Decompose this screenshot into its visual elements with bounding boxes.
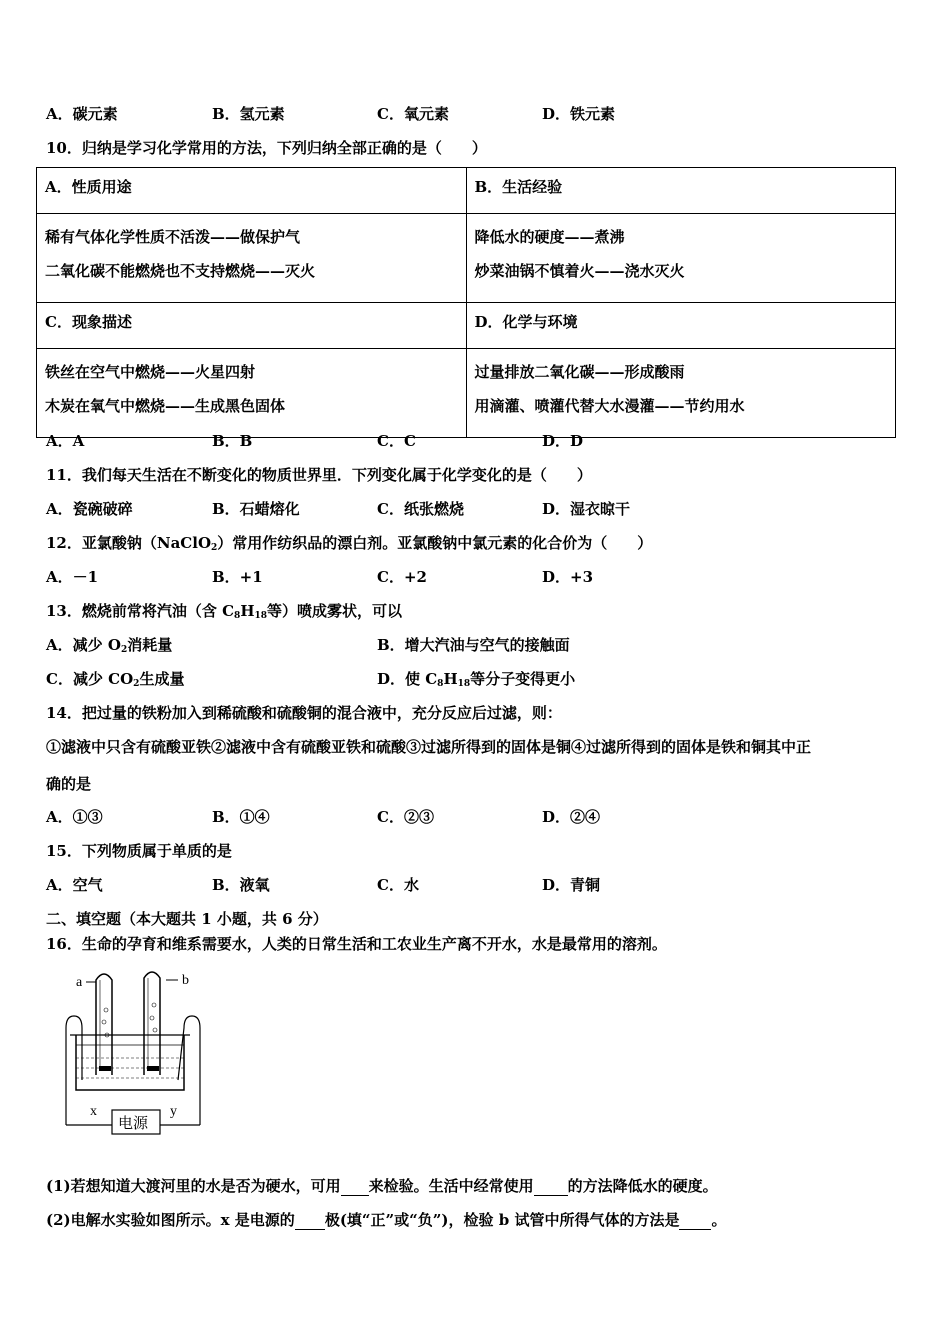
answer-blank[interactable] xyxy=(295,1211,325,1230)
answer-blank[interactable] xyxy=(534,1177,568,1196)
option-c[interactable]: C．②③ xyxy=(377,808,434,826)
q10-a-line: 二氧化碳不能燃烧也不支持燃烧——灭火 xyxy=(45,262,316,280)
q10-c-content xyxy=(37,349,467,438)
option-b[interactable]: B．+1 xyxy=(212,568,263,586)
option-b[interactable]: B．增大汽油与空气的接触面 xyxy=(377,636,570,654)
q12-stem-text: ）常用作纺织品的漂白剂。亚氯酸钠中氯元素的化合价为（ ） xyxy=(217,534,653,552)
option-a[interactable]: A．－1 xyxy=(46,568,99,586)
q16-part1 xyxy=(46,1175,718,1196)
option-d[interactable] xyxy=(377,668,575,689)
option-d[interactable]: D．②④ xyxy=(542,808,601,826)
q10-b-head: B．生活经验 xyxy=(466,168,896,214)
subscript: 2 xyxy=(120,645,128,655)
q10-c-head: C．现象描述 xyxy=(37,303,467,349)
label-a: a xyxy=(76,975,83,990)
section-heading: 二、填空题（本大题共 1 小题，共 6 分） xyxy=(46,910,328,928)
option-d[interactable]: D．+3 xyxy=(542,568,594,586)
q10-stem: 10．归纳是学习化学常用的方法，下列归纳全部正确的是（ ） xyxy=(46,139,487,157)
option-b[interactable]: B．氢元素 xyxy=(212,105,285,123)
option-text: H xyxy=(443,670,458,688)
q10-d-line: 过量排放二氧化碳——形成酸雨 xyxy=(474,363,685,381)
q13-stem-text: H xyxy=(240,602,255,620)
option-c[interactable] xyxy=(46,668,184,689)
q13-stem xyxy=(46,600,402,621)
subscript: 2 xyxy=(133,679,140,689)
electrode-right xyxy=(147,1066,159,1071)
q11-stem: 11．我们每天生活在不断变化的物质世界里．下列变化属于化学变化的是（ ） xyxy=(46,466,592,484)
q10-c-line: 木炭在氧气中燃烧——生成黑色固体 xyxy=(45,397,286,415)
subscript: 8 xyxy=(437,679,444,689)
q10-d-line: 用滴灌、喷灌代替大水漫灌——节约用水 xyxy=(474,397,745,415)
answer-blank[interactable] xyxy=(679,1211,711,1230)
option-d[interactable]: D．D xyxy=(542,432,584,450)
subscript: 2 xyxy=(211,543,218,553)
label-y: y xyxy=(170,1104,177,1119)
wire-left xyxy=(66,1016,82,1125)
option-text: 生成量 xyxy=(139,670,185,688)
q16-part1-text: 的方法降低水的硬度。 xyxy=(567,1177,718,1195)
subscript: 8 xyxy=(234,611,241,621)
option-a[interactable] xyxy=(46,634,172,655)
electrolysis-diagram xyxy=(56,960,216,1135)
q10-a-line: 稀有气体化学性质不活泼——做保护气 xyxy=(45,228,301,246)
q13-stem-text: 等）喷成雾状，可以 xyxy=(267,602,403,620)
q13-stem-text: 13．燃烧前常将汽油（含 C xyxy=(46,602,235,620)
electrode-left xyxy=(99,1066,111,1071)
q10-table xyxy=(36,167,896,438)
option-text: D．使 C xyxy=(377,670,438,688)
option-b[interactable]: B．B xyxy=(212,432,253,450)
q10-a-content xyxy=(37,214,467,303)
option-c[interactable]: C．纸张燃烧 xyxy=(377,500,464,518)
power-supply-label: 电源 xyxy=(118,1114,149,1132)
q10-b-line: 降低水的硬度——煮沸 xyxy=(474,228,625,246)
q10-d-head: D．化学与环境 xyxy=(466,303,896,349)
option-d[interactable]: D．铁元素 xyxy=(542,105,616,123)
q10-b-content xyxy=(466,214,896,303)
q16-part1-text: 来检验。生活中经常使用 xyxy=(368,1177,534,1195)
option-b[interactable]: B．液氧 xyxy=(212,876,270,894)
option-text: 等分子变得更小 xyxy=(470,670,576,688)
q10-b-line: 炒菜油锅不慎着火——浇水灭火 xyxy=(474,262,685,280)
option-text: A．减少 O xyxy=(46,636,121,654)
beaker xyxy=(76,1035,184,1090)
q16-stem: 16．生命的孕育和维系需要水，人类的日常生活和工农业生产离不开水，水是最常用的溶剂。 xyxy=(46,935,667,953)
answer-blank[interactable] xyxy=(341,1177,369,1196)
q10-d-content xyxy=(466,349,896,438)
subscript: 18 xyxy=(254,611,268,621)
q14-stem: 14．把过量的铁粉加入到稀硫酸和硫酸铜的混合液中，充分反应后过滤，则： xyxy=(46,704,562,722)
wire-right xyxy=(178,1016,200,1125)
q10-a-head: A．性质用途 xyxy=(37,168,467,214)
option-a[interactable]: A．①③ xyxy=(46,808,103,826)
q14-statements-cont: 确的是 xyxy=(46,775,92,793)
option-b[interactable]: B．石蜡熔化 xyxy=(212,500,300,518)
option-c[interactable]: C．氧元素 xyxy=(377,105,449,123)
option-d[interactable]: D．青铜 xyxy=(542,876,601,894)
q15-stem: 15．下列物质属于单质的是 xyxy=(46,842,232,860)
q16-part2-text: 极(填“正”或“负”)，检验 b 试管中所得气体的方法是 xyxy=(324,1211,680,1229)
option-a[interactable]: A．瓷碗破碎 xyxy=(46,500,133,518)
option-text: C．减少 CO xyxy=(46,670,134,688)
q16-part2-text: 。 xyxy=(711,1211,727,1229)
label-x: x xyxy=(90,1104,97,1119)
option-a[interactable]: A．空气 xyxy=(46,876,103,894)
q14-statements: ①滤液中只含有硫酸亚铁②滤液中含有硫酸亚铁和硫酸③过滤所得到的固体是铜④过滤所得到的固体是铁和铜其中正 xyxy=(46,738,812,756)
option-a[interactable]: A．碳元素 xyxy=(46,105,118,123)
option-b[interactable]: B．①④ xyxy=(212,808,270,826)
option-c[interactable]: C．水 xyxy=(377,876,419,894)
option-c[interactable]: C．+2 xyxy=(377,568,427,586)
subscript: 18 xyxy=(457,679,471,689)
option-c[interactable]: C．C xyxy=(377,432,416,450)
test-tube-a xyxy=(96,974,112,1075)
option-a[interactable]: A．A xyxy=(46,432,85,450)
test-tube-b xyxy=(144,972,160,1075)
q10-c-line: 铁丝在空气中燃烧——火星四射 xyxy=(45,363,256,381)
q12-stem xyxy=(46,532,652,553)
q12-stem-text: 12．亚氯酸钠（NaClO xyxy=(46,534,212,552)
option-d[interactable]: D．湿衣晾干 xyxy=(542,500,631,518)
q16-part2 xyxy=(46,1209,726,1230)
q16-part1-text: (1)若想知道大渡河里的水是否为硬水，可用 xyxy=(46,1177,341,1195)
option-text: 消耗量 xyxy=(127,636,173,654)
label-b: b xyxy=(182,973,189,988)
q16-part2-text: (2)电解水实验如图所示。x 是电源的 xyxy=(46,1211,295,1229)
